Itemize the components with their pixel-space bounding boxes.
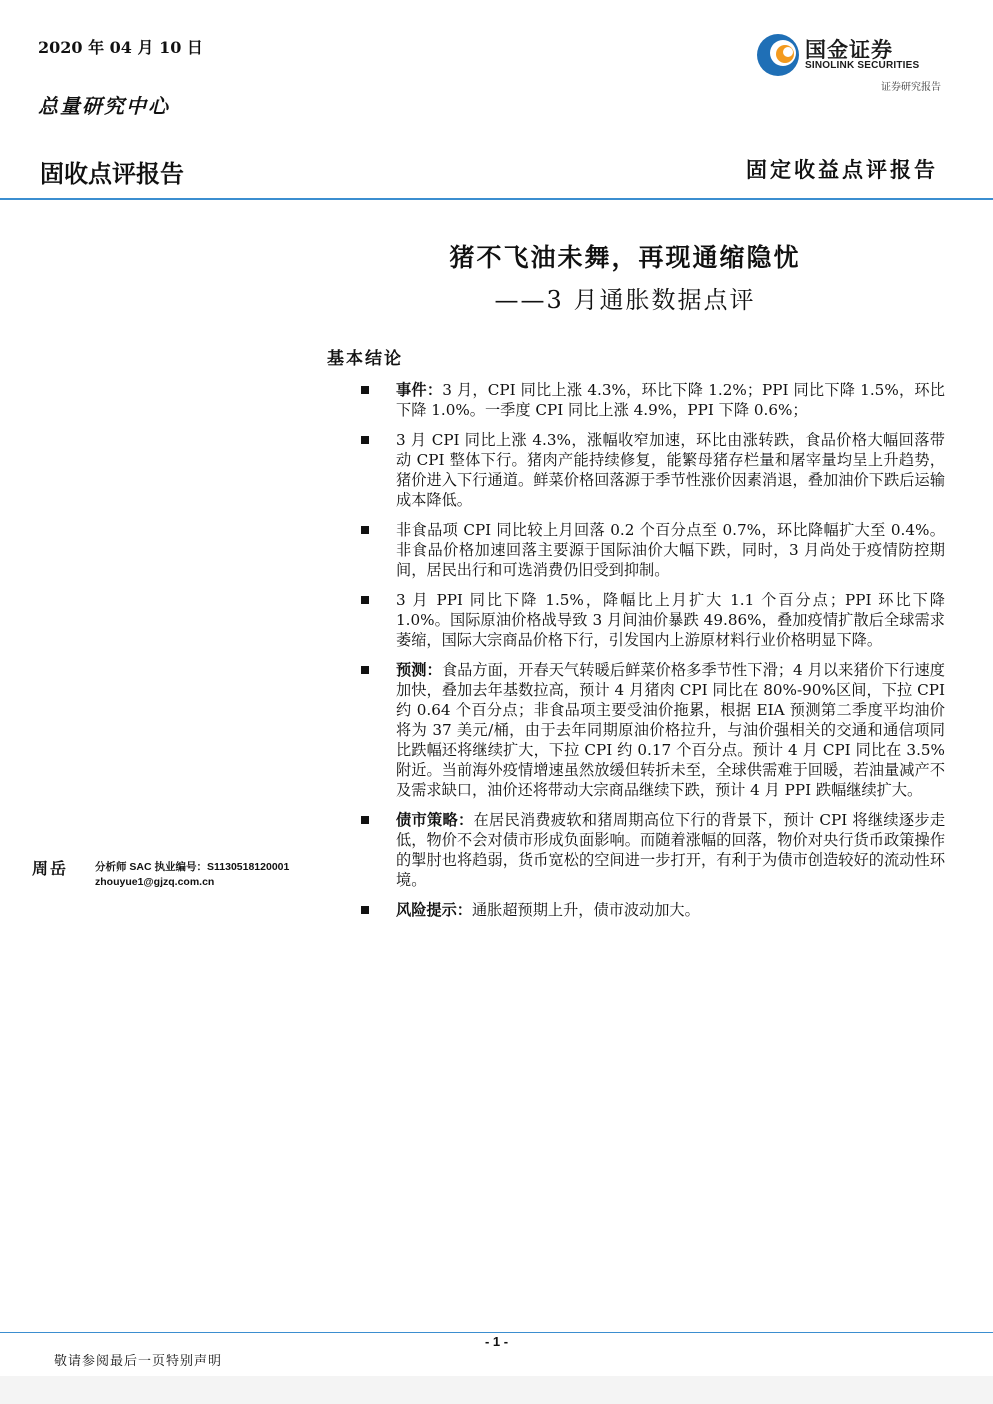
bullet-text: 食品方面，开春天气转暖后鲜菜价格多季节性下滑；4 月以来猪价下行速度加快，叠加去年基数拉高，预计 4 月猪肉 CPI 同比在 80%-90%区间，下拉 CPI 约 0.64 个百分点；非食品项主要受油价拖累，根据 EIA 预测第二季度平均油价将为 37 美元/桶，由于去年同期原油价格拉升，与油价强相关的交通和通信项同比跌幅还将继续扩大，下拉 CPI 约 0.17 个百分点。预计 4 月 CPI 同比在 3.5%附近。当前海外疫情增速虽然放缓但转折未至，全球供需难于回暖，若油量减产不及需求缺口，油价还将带动大宗商品继续下跌，预计 4 月 PPI 跌幅继续扩大。	[396, 661, 945, 799]
list-item	[357, 520, 945, 580]
bullet-text: 3 月，CPI 同比上涨 4.3%，环比下降 1.2%；PPI 同比下降 1.5%，环比下降 1.0%。一季度 CPI 同比上涨 4.9%，PPI 下降 0.6%；	[396, 381, 945, 419]
bullet-square-icon	[361, 386, 369, 394]
bullet-label: 风险提示：	[396, 901, 472, 919]
report-type-right: 固定收益点评报告	[746, 157, 938, 182]
bullet-square-icon	[361, 526, 369, 534]
bullet-text: 3 月 CPI 同比上涨 4.3%，涨幅收窄加速，环比由涨转跌，食品价格大幅回落带动 CPI 整体下行。猪肉产能持续修复，能繁母猪存栏量和屠宰量均呈上升趋势，猪价进入下行通道。鲜菜价格回落源于季节性涨价因素消退，叠加油价下跌后运输成本降低。	[396, 431, 945, 509]
list-item	[357, 810, 945, 890]
report-subtitle: ——3 月通胀数据点评	[494, 286, 756, 314]
logo-name-cn: 国金证券	[805, 38, 893, 62]
analyst-info	[95, 860, 289, 890]
sinolink-logo-icon	[755, 32, 801, 78]
bullet-square-icon	[361, 666, 369, 674]
list-item	[357, 380, 945, 420]
analyst-cert: 分析师 SAC 执业编号：S1130518120001	[95, 861, 290, 873]
bullet-square-icon	[361, 436, 369, 444]
bullet-text: 非食品项 CPI 同比较上月回落 0.2 个百分点至 0.7%，环比降幅扩大至 0.4%。非食品价格加速回落主要源于国际油价大幅下跌，同时，3 月尚处于疫情防控期间，居民出行和可选消费仍旧受到抑制。	[396, 521, 945, 579]
bullet-text: 在居民消费疲软和猪周期高位下行的背景下，预计 CPI 将继续逐步走低，物价不会对债市形成负面影响。而随着涨幅的回落，物价对央行货币政策操作的掣肘也将趋弱，货币宽松的空间进一步打开，有利于为债市创造较好的流动性环境。	[396, 811, 946, 889]
bullet-text: 通胀超预期上升，债市波动加大。	[471, 901, 700, 919]
bullet-label: 事件：	[396, 381, 443, 399]
analyst-name: 周岳	[32, 859, 69, 878]
report-date: 2020 年 04 月 10 日	[38, 38, 203, 57]
list-item	[357, 660, 945, 800]
page-number: - 1 -	[484, 1334, 509, 1349]
bullet-label: 债市策略：	[396, 811, 474, 829]
bullet-text: 3 月 PPI 同比下降 1.5%，降幅比上月扩大 1.1 个百分点；PPI 环比下降 1.0%。国际原油价格战导致 3 月间油价暴跌 49.86%，叠加疫情扩散后全球需求萎缩，国际大宗商品价格下行，引发国内上游原材料行业价格明显下降。	[396, 591, 945, 649]
list-item	[357, 900, 945, 920]
bullet-square-icon	[361, 816, 369, 824]
list-item	[357, 590, 945, 650]
list-item	[357, 430, 945, 510]
report-title: 猪不飞油未舞，再现通缩隐忧	[449, 243, 801, 272]
report-type-left: 固收点评报告	[40, 159, 184, 188]
bullet-square-icon	[361, 906, 369, 914]
header-divider	[0, 198, 993, 200]
footer-divider	[0, 1332, 993, 1333]
company-logo	[755, 30, 941, 94]
conclusion-list	[357, 380, 945, 930]
logo-subtitle: 证券研究报告	[881, 82, 941, 93]
logo-name-en: SINOLINK SECURITIES	[805, 60, 920, 71]
disclaimer-note: 敬请参阅最后一页特别声明	[54, 1354, 223, 1369]
section-title: 基本结论	[327, 349, 403, 369]
research-center: 总量研究中心	[38, 94, 170, 118]
bullet-label: 预测：	[396, 661, 442, 679]
bullet-square-icon	[361, 596, 369, 604]
footer-bar	[0, 1376, 993, 1404]
analyst-email[interactable]: zhouyue1@gjzq.com.cn	[95, 876, 215, 888]
